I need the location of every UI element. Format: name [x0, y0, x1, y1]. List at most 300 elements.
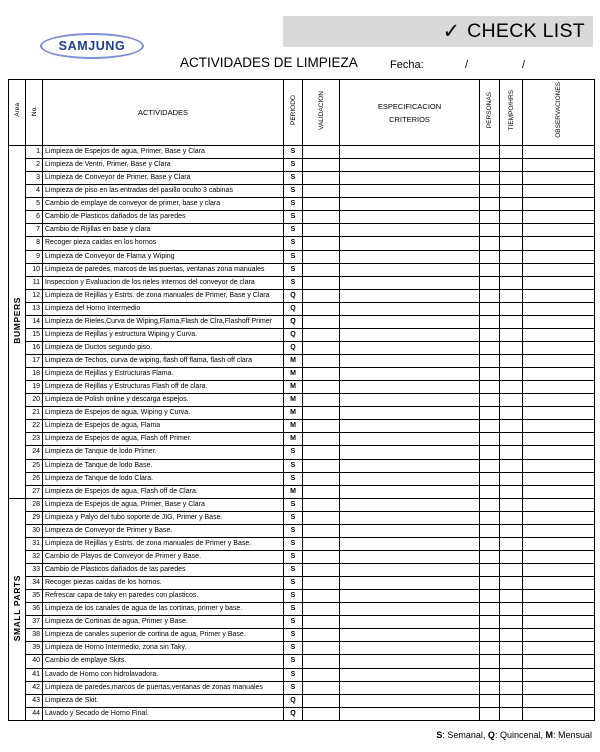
- tiempo-cell[interactable]: [500, 185, 523, 198]
- observaciones-cell[interactable]: [523, 381, 595, 394]
- especificacion-cell[interactable]: [340, 276, 480, 289]
- row-number: 10: [26, 263, 43, 276]
- logo-text: SAMJUNG: [58, 39, 126, 53]
- personas-cell[interactable]: [480, 616, 500, 629]
- personas-cell[interactable]: [480, 224, 500, 237]
- validacion-cell[interactable]: [303, 315, 340, 328]
- observaciones-cell[interactable]: [523, 707, 595, 720]
- row-number: 37: [26, 616, 43, 629]
- personas-cell[interactable]: [480, 394, 500, 407]
- tiempo-cell[interactable]: [500, 302, 523, 315]
- check-list-banner: [283, 16, 593, 47]
- personas-cell[interactable]: [480, 211, 500, 224]
- activity-cell: Limpieza de Conveyor de Primer, Base y Clara: [43, 172, 284, 185]
- table-row: [9, 394, 595, 407]
- periodo-cell: M: [284, 368, 303, 381]
- validacion-cell[interactable]: [303, 550, 340, 563]
- personas-cell[interactable]: [480, 159, 500, 172]
- especificacion-cell[interactable]: [340, 681, 480, 694]
- validacion-cell[interactable]: [303, 276, 340, 289]
- especificacion-cell[interactable]: [340, 368, 480, 381]
- personas-cell[interactable]: [480, 302, 500, 315]
- personas-cell[interactable]: [480, 603, 500, 616]
- observaciones-cell[interactable]: [523, 315, 595, 328]
- validacion-cell[interactable]: [303, 433, 340, 446]
- row-number: 8: [26, 237, 43, 250]
- especificacion-cell[interactable]: [340, 250, 480, 263]
- validacion-cell[interactable]: [303, 381, 340, 394]
- personas-cell[interactable]: [480, 328, 500, 341]
- especificacion-cell[interactable]: [340, 511, 480, 524]
- validacion-cell[interactable]: [303, 224, 340, 237]
- validacion-cell[interactable]: [303, 328, 340, 341]
- validacion-cell[interactable]: [303, 694, 340, 707]
- row-number: 2: [26, 159, 43, 172]
- table-row: [9, 603, 595, 616]
- table-row: [9, 642, 595, 655]
- observaciones-cell[interactable]: [523, 172, 595, 185]
- table-row: [9, 498, 595, 511]
- row-number: 13: [26, 302, 43, 315]
- row-number: 26: [26, 472, 43, 485]
- validacion-cell[interactable]: [303, 459, 340, 472]
- especificacion-cell[interactable]: [340, 707, 480, 720]
- tiempo-cell[interactable]: [500, 655, 523, 668]
- table-row: [9, 237, 595, 250]
- personas-cell[interactable]: [480, 694, 500, 707]
- personas-cell[interactable]: [480, 237, 500, 250]
- tiempo-cell[interactable]: [500, 250, 523, 263]
- activity-cell: Cambio de emplaye Skits.: [43, 655, 284, 668]
- personas-cell[interactable]: [480, 355, 500, 368]
- tiempo-cell[interactable]: [500, 328, 523, 341]
- observaciones-cell[interactable]: [523, 472, 595, 485]
- observaciones-cell[interactable]: [523, 263, 595, 276]
- activity-cell: Limpieza de Espejos de agua, Flama: [43, 420, 284, 433]
- validacion-cell[interactable]: [303, 629, 340, 642]
- especificacion-cell[interactable]: [340, 577, 480, 590]
- observaciones-cell[interactable]: [523, 446, 595, 459]
- validacion-cell[interactable]: [303, 681, 340, 694]
- observaciones-cell[interactable]: [523, 603, 595, 616]
- especificacion-cell[interactable]: [340, 237, 480, 250]
- especificacion-cell[interactable]: [340, 211, 480, 224]
- tiempo-cell[interactable]: [500, 381, 523, 394]
- validacion-cell[interactable]: [303, 446, 340, 459]
- tiempo-cell[interactable]: [500, 537, 523, 550]
- tiempo-cell[interactable]: [500, 642, 523, 655]
- observaciones-cell[interactable]: [523, 250, 595, 263]
- check-list-title: CHECK LIST: [467, 20, 585, 42]
- especificacion-cell[interactable]: [340, 642, 480, 655]
- observaciones-cell[interactable]: [523, 355, 595, 368]
- especificacion-cell[interactable]: [340, 668, 480, 681]
- table-row: [9, 459, 595, 472]
- validacion-cell[interactable]: [303, 577, 340, 590]
- periodo-cell: S: [284, 603, 303, 616]
- tiempo-cell[interactable]: [500, 694, 523, 707]
- validacion-cell[interactable]: [303, 616, 340, 629]
- row-number: 25: [26, 459, 43, 472]
- especificacion-cell[interactable]: [340, 603, 480, 616]
- periodo-cell: S: [284, 237, 303, 250]
- activity-cell: Limpieza de Tanque de lodo Clara.: [43, 472, 284, 485]
- periodo-cell: Q: [284, 328, 303, 341]
- personas-cell[interactable]: [480, 681, 500, 694]
- samjung-logo: [40, 33, 144, 59]
- tiempo-cell[interactable]: [500, 433, 523, 446]
- observaciones-cell[interactable]: [523, 564, 595, 577]
- observaciones-cell[interactable]: [523, 498, 595, 511]
- especificacion-cell[interactable]: [340, 289, 480, 302]
- especificacion-cell[interactable]: [340, 315, 480, 328]
- tiempo-cell[interactable]: [500, 146, 523, 159]
- tiempo-cell[interactable]: [500, 577, 523, 590]
- validacion-cell[interactable]: [303, 172, 340, 185]
- observaciones-cell[interactable]: [523, 198, 595, 211]
- observaciones-cell[interactable]: [523, 655, 595, 668]
- validacion-cell[interactable]: [303, 590, 340, 603]
- tiempo-cell[interactable]: [500, 315, 523, 328]
- observaciones-cell[interactable]: [523, 577, 595, 590]
- tiempo-cell[interactable]: [500, 289, 523, 302]
- tiempo-cell[interactable]: [500, 472, 523, 485]
- validacion-cell[interactable]: [303, 211, 340, 224]
- activity-cell: Limpieza de Cortinas de agua, Primer y Base.: [43, 616, 284, 629]
- personas-cell[interactable]: [480, 590, 500, 603]
- personas-cell[interactable]: [480, 368, 500, 381]
- tiempo-cell[interactable]: [500, 498, 523, 511]
- personas-cell[interactable]: [480, 655, 500, 668]
- validacion-cell[interactable]: [303, 668, 340, 681]
- personas-cell[interactable]: [480, 642, 500, 655]
- especificacion-cell[interactable]: [340, 459, 480, 472]
- activity-cell: Cambio de Rijillas en base y clara: [43, 224, 284, 237]
- personas-cell[interactable]: [480, 707, 500, 720]
- activity-cell: Limpieza del Horno Intermedio: [43, 302, 284, 315]
- row-number: 40: [26, 655, 43, 668]
- validacion-cell[interactable]: [303, 407, 340, 420]
- validacion-cell[interactable]: [303, 341, 340, 354]
- periodo-cell: S: [284, 590, 303, 603]
- periodo-cell: M: [284, 381, 303, 394]
- tiempo-cell[interactable]: [500, 211, 523, 224]
- tiempo-cell[interactable]: [500, 524, 523, 537]
- especificacion-cell[interactable]: [340, 524, 480, 537]
- especificacion-cell[interactable]: [340, 407, 480, 420]
- tiempo-cell[interactable]: [500, 668, 523, 681]
- validacion-cell[interactable]: [303, 355, 340, 368]
- observaciones-cell[interactable]: [523, 629, 595, 642]
- activity-cell: Limpieza de piso en las entradas del pasillo oculto 3 cabinas: [43, 185, 284, 198]
- table-row: [9, 511, 595, 524]
- tiempo-cell[interactable]: [500, 368, 523, 381]
- validacion-cell[interactable]: [303, 198, 340, 211]
- especificacion-cell[interactable]: [340, 420, 480, 433]
- observaciones-cell[interactable]: [523, 668, 595, 681]
- table-row: [9, 159, 595, 172]
- validacion-cell[interactable]: [303, 159, 340, 172]
- observaciones-cell[interactable]: [523, 146, 595, 159]
- personas-cell[interactable]: [480, 381, 500, 394]
- tiempo-cell[interactable]: [500, 263, 523, 276]
- activity-cell: Limpieza de Tanque de lodo Primer.: [43, 446, 284, 459]
- validacion-cell[interactable]: [303, 485, 340, 498]
- legend-code: S: [436, 730, 443, 740]
- periodo-cell: S: [284, 577, 303, 590]
- observaciones-cell[interactable]: [523, 433, 595, 446]
- validacion-cell[interactable]: [303, 537, 340, 550]
- observaciones-cell[interactable]: [523, 642, 595, 655]
- tiempo-cell[interactable]: [500, 485, 523, 498]
- validacion-cell[interactable]: [303, 302, 340, 315]
- validacion-cell[interactable]: [303, 263, 340, 276]
- observaciones-cell[interactable]: [523, 485, 595, 498]
- especificacion-cell[interactable]: [340, 655, 480, 668]
- especificacion-cell[interactable]: [340, 355, 480, 368]
- table-row: [9, 472, 595, 485]
- especificacion-cell[interactable]: [340, 498, 480, 511]
- tiempo-cell[interactable]: [500, 341, 523, 354]
- observaciones-cell[interactable]: [523, 616, 595, 629]
- especificacion-cell[interactable]: [340, 485, 480, 498]
- personas-cell[interactable]: [480, 629, 500, 642]
- periodo-cell: S: [284, 198, 303, 211]
- especificacion-cell[interactable]: [340, 590, 480, 603]
- personas-cell[interactable]: [480, 315, 500, 328]
- table-row: [9, 185, 595, 198]
- especificacion-cell[interactable]: [340, 381, 480, 394]
- especificacion-cell[interactable]: [340, 302, 480, 315]
- personas-cell[interactable]: [480, 289, 500, 302]
- periodo-cell: S: [284, 224, 303, 237]
- row-number: 24: [26, 446, 43, 459]
- observaciones-cell[interactable]: [523, 524, 595, 537]
- periodo-header: PERIODO: [284, 80, 303, 146]
- table-row: [9, 172, 595, 185]
- periodo-cell: S: [284, 211, 303, 224]
- periodo-cell: S: [284, 511, 303, 524]
- tiempo-cell[interactable]: [500, 446, 523, 459]
- validacion-cell[interactable]: [303, 511, 340, 524]
- personas-cell[interactable]: [480, 498, 500, 511]
- date-separator: /: [465, 59, 469, 71]
- tiempo-cell[interactable]: [500, 564, 523, 577]
- personas-cell[interactable]: [480, 550, 500, 563]
- personas-cell[interactable]: [480, 446, 500, 459]
- personas-cell[interactable]: [480, 198, 500, 211]
- especificacion-cell[interactable]: [340, 550, 480, 563]
- periodo-cell: S: [284, 498, 303, 511]
- observaciones-cell[interactable]: [523, 407, 595, 420]
- especificacion-cell[interactable]: [340, 185, 480, 198]
- especificacion-cell[interactable]: [340, 263, 480, 276]
- especificacion-cell[interactable]: [340, 198, 480, 211]
- table-row: [9, 694, 595, 707]
- tiempo-cell[interactable]: [500, 629, 523, 642]
- checkmark-icon: ✓: [442, 20, 461, 43]
- validacion-cell[interactable]: [303, 642, 340, 655]
- observaciones-cell[interactable]: [523, 237, 595, 250]
- table-row: [9, 446, 595, 459]
- observaciones-cell[interactable]: [523, 459, 595, 472]
- especificacion-cell[interactable]: [340, 328, 480, 341]
- personas-cell[interactable]: [480, 564, 500, 577]
- activity-cell: Limpieza y Palyo del tubo soporte de JIG, Primer y Base.: [43, 511, 284, 524]
- personas-cell[interactable]: [480, 407, 500, 420]
- especificacion-cell[interactable]: [340, 224, 480, 237]
- especificacion-cell[interactable]: [340, 146, 480, 159]
- tiempo-cell[interactable]: [500, 681, 523, 694]
- validacion-cell[interactable]: [303, 472, 340, 485]
- periodo-cell: S: [284, 446, 303, 459]
- observaciones-cell[interactable]: [523, 681, 595, 694]
- observaciones-cell[interactable]: [523, 211, 595, 224]
- personas-cell[interactable]: [480, 668, 500, 681]
- especificacion-cell[interactable]: [340, 433, 480, 446]
- personas-cell[interactable]: [480, 420, 500, 433]
- tiempo-cell[interactable]: [500, 420, 523, 433]
- especificacion-cell[interactable]: [340, 394, 480, 407]
- personas-cell[interactable]: [480, 146, 500, 159]
- periodo-cell: S: [284, 524, 303, 537]
- observaciones-cell[interactable]: [523, 511, 595, 524]
- tiempo-cell[interactable]: [500, 237, 523, 250]
- especificacion-cell[interactable]: [340, 629, 480, 642]
- especificacion-cell[interactable]: [340, 537, 480, 550]
- activity-cell: Limpieza de Ventri, Primer, Base y Clara: [43, 159, 284, 172]
- periodo-cell: S: [284, 472, 303, 485]
- validacion-cell[interactable]: [303, 185, 340, 198]
- row-number: 42: [26, 681, 43, 694]
- observaciones-cell[interactable]: [523, 537, 595, 550]
- personas-cell[interactable]: [480, 472, 500, 485]
- especificacion-cell[interactable]: [340, 172, 480, 185]
- observaciones-cell[interactable]: [523, 224, 595, 237]
- tiempo-cell[interactable]: [500, 355, 523, 368]
- tiempo-cell[interactable]: [500, 707, 523, 720]
- validacion-cell[interactable]: [303, 146, 340, 159]
- validacion-cell[interactable]: [303, 237, 340, 250]
- tiempo-cell[interactable]: [500, 550, 523, 563]
- observaciones-cell[interactable]: [523, 276, 595, 289]
- especificacion-cell[interactable]: [340, 472, 480, 485]
- personas-cell[interactable]: [480, 537, 500, 550]
- activity-cell: Limpieza de paredes,marcos de puertas,ventanas de zonas manuales: [43, 681, 284, 694]
- tiempo-cell[interactable]: [500, 590, 523, 603]
- row-number: 22: [26, 420, 43, 433]
- observaciones-cell[interactable]: [523, 159, 595, 172]
- validacion-cell[interactable]: [303, 524, 340, 537]
- tiempo-cell[interactable]: [500, 198, 523, 211]
- personas-cell[interactable]: [480, 341, 500, 354]
- observaciones-cell[interactable]: [523, 185, 595, 198]
- especificacion-cell[interactable]: [340, 159, 480, 172]
- row-number: 3: [26, 172, 43, 185]
- validacion-cell[interactable]: [303, 289, 340, 302]
- validacion-cell[interactable]: [303, 655, 340, 668]
- validacion-cell[interactable]: [303, 394, 340, 407]
- tiempo-cell[interactable]: [500, 224, 523, 237]
- observaciones-cell[interactable]: [523, 289, 595, 302]
- personas-cell[interactable]: [480, 250, 500, 263]
- validacion-header: VALIDACION: [303, 80, 340, 146]
- personas-cell[interactable]: [480, 524, 500, 537]
- personas-cell[interactable]: [480, 511, 500, 524]
- activity-cell: Limpieza de Rejillas y Estructuras Flash off de clara.: [43, 381, 284, 394]
- table-row: [9, 381, 595, 394]
- observaciones-cell[interactable]: [523, 550, 595, 563]
- row-number: 41: [26, 668, 43, 681]
- validacion-cell[interactable]: [303, 250, 340, 263]
- personas-cell[interactable]: [480, 459, 500, 472]
- activity-cell: Recoger piezas caidas de los hornos.: [43, 577, 284, 590]
- validacion-cell[interactable]: [303, 498, 340, 511]
- observaciones-cell[interactable]: [523, 420, 595, 433]
- table-row: [9, 668, 595, 681]
- table-row: [9, 289, 595, 302]
- validacion-cell[interactable]: [303, 564, 340, 577]
- especificacion-cell[interactable]: [340, 616, 480, 629]
- activity-cell: Limpieza de Rieles,Curva de Wiping,Flama,Flash de Clra,Flashoff Primer: [43, 315, 284, 328]
- activity-cell: Lavado de Horno con hidrolavadora.: [43, 668, 284, 681]
- row-number: 5: [26, 198, 43, 211]
- table-row: [9, 224, 595, 237]
- personas-cell[interactable]: [480, 172, 500, 185]
- table-row: [9, 315, 595, 328]
- tiempo-cell[interactable]: [500, 276, 523, 289]
- tiempo-cell[interactable]: [500, 603, 523, 616]
- tiempo-cell[interactable]: [500, 407, 523, 420]
- observaciones-cell[interactable]: [523, 302, 595, 315]
- personas-cell[interactable]: [480, 485, 500, 498]
- validacion-cell[interactable]: [303, 368, 340, 381]
- row-number: 30: [26, 524, 43, 537]
- validacion-cell[interactable]: [303, 707, 340, 720]
- especificacion-cell[interactable]: [340, 694, 480, 707]
- observaciones-cell[interactable]: [523, 394, 595, 407]
- tiempo-cell[interactable]: [500, 616, 523, 629]
- table-row: [9, 302, 595, 315]
- personas-cell[interactable]: [480, 276, 500, 289]
- observaciones-cell[interactable]: [523, 341, 595, 354]
- checklist-table: [8, 79, 595, 721]
- especificacion-cell[interactable]: [340, 341, 480, 354]
- tiempo-cell[interactable]: [500, 172, 523, 185]
- activity-cell: Limpieza de paredes, marcos de las puertas, ventanas zona manuales: [43, 263, 284, 276]
- observaciones-cell[interactable]: [523, 368, 595, 381]
- observaciones-cell[interactable]: [523, 590, 595, 603]
- personas-cell[interactable]: [480, 577, 500, 590]
- tiempo-cell[interactable]: [500, 459, 523, 472]
- activity-cell: Cambio de Plasticos dañados de las paredes: [43, 211, 284, 224]
- activity-cell: Limpieza de Rejillas y Estrts. de zona manuales de Primer, Base y Clara: [43, 289, 284, 302]
- observaciones-cell[interactable]: [523, 694, 595, 707]
- especificacion-cell[interactable]: [340, 446, 480, 459]
- table-row: [9, 341, 595, 354]
- row-number: 31: [26, 537, 43, 550]
- personas-cell[interactable]: [480, 263, 500, 276]
- tiempo-cell[interactable]: [500, 159, 523, 172]
- personas-cell[interactable]: [480, 185, 500, 198]
- validacion-cell[interactable]: [303, 603, 340, 616]
- observaciones-cell[interactable]: [523, 328, 595, 341]
- tiempo-cell[interactable]: [500, 394, 523, 407]
- especificacion-cell[interactable]: [340, 564, 480, 577]
- validacion-cell[interactable]: [303, 420, 340, 433]
- personas-cell[interactable]: [480, 433, 500, 446]
- tiempo-cell[interactable]: [500, 511, 523, 524]
